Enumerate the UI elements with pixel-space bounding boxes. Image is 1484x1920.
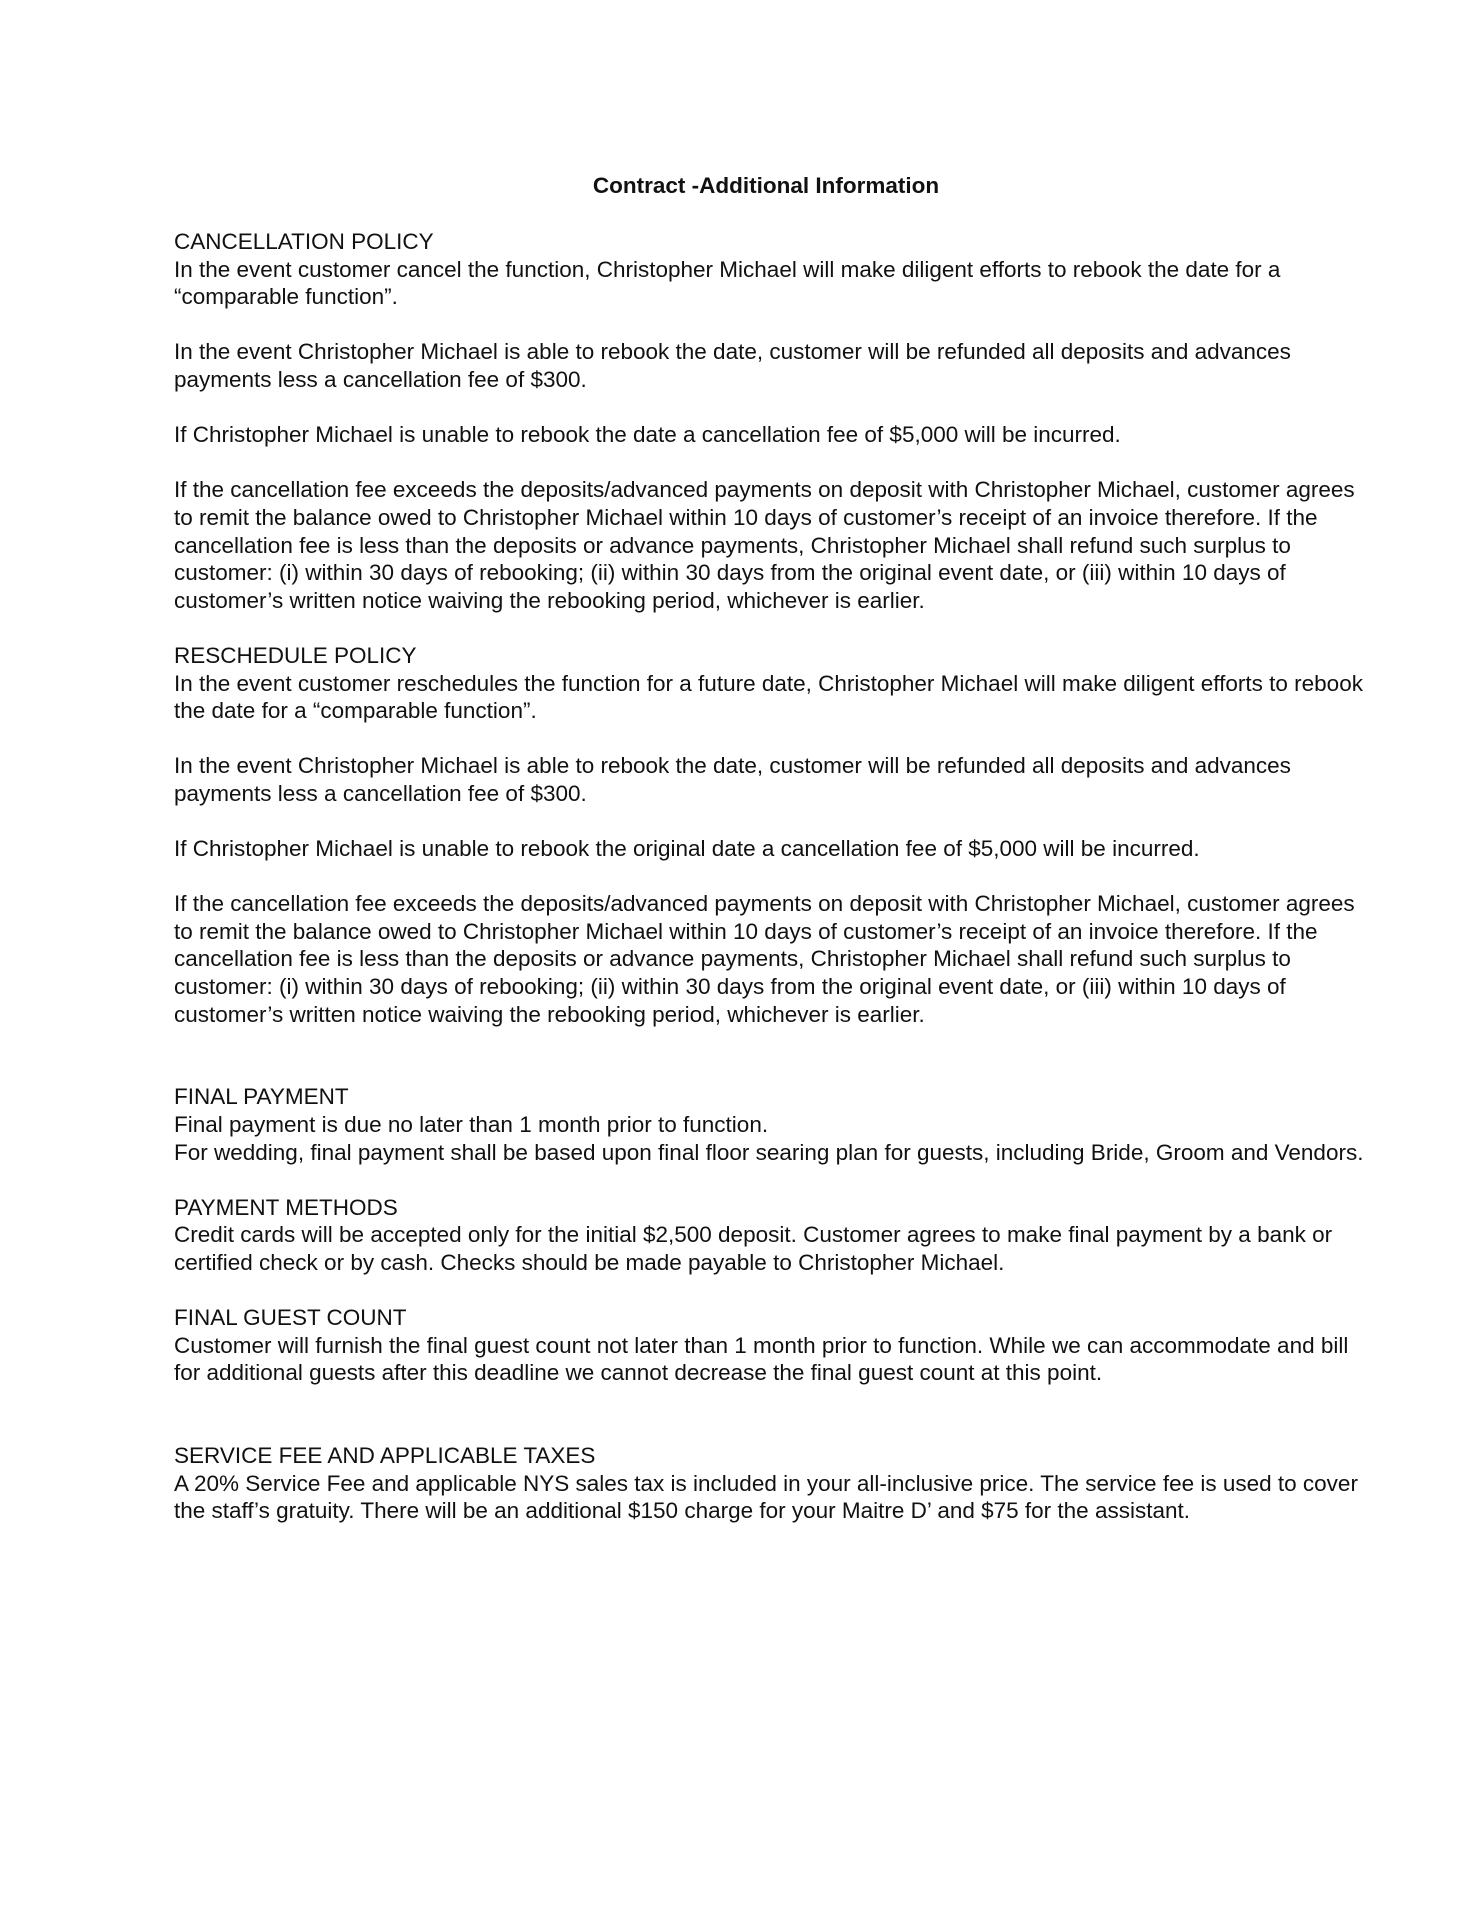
cancellation-paragraph-4: If the cancellation fee exceeds the deposits/advanced payments on deposit with Christopher Michael, customer agrees to remit the balance owed to Christopher Michael within 10 days of customer’s receipt of an invoice therefore. If the cancellation fee is less than the deposits or advance payments, Christopher Michael shall refund such surplus to customer: (i) within 30 days of rebooking; (ii) within 30 days from the original event date, or (iii) within 10 days of customer’s written notice waiving the rebooking period, whichever is earlier. bbox=[174, 477, 1355, 613]
reschedule-paragraph-4: If the cancellation fee exceeds the deposits/advanced payments on deposit with Christopher Michael, customer agrees to remit the balance owed to Christopher Michael within 10 days of customer’s receipt of an invoice therefore. If the cancellation fee is less than the deposits or advance payments, Christopher Michael shall refund such surplus to customer: (i) within 30 days of rebooking; (ii) within 30 days from the original event date, or (iii) within 10 days of customer’s written notice waiving the rebooking period, whichever is earlier. bbox=[174, 891, 1355, 1027]
final-payment-line-2: For wedding, final payment shall be based upon final floor searing plan for guests, including Bride, Groom and Vendors. bbox=[174, 1139, 1364, 1165]
document-body bbox=[174, 228, 1366, 1525]
service-fee-heading: SERVICE FEE AND APPLICABLE TAXES bbox=[174, 1443, 596, 1469]
final-payment-heading: FINAL PAYMENT bbox=[174, 1084, 349, 1110]
cancellation-paragraph-1: In the event customer cancel the function, Christopher Michael will make diligent efforts to rebook the date for a “comparable function”. bbox=[174, 256, 1281, 310]
service-fee-section bbox=[174, 1442, 1366, 1525]
reschedule-paragraph-3: If Christopher Michael is unable to rebook the original date a cancellation fee of $5,000 will be incurred. bbox=[174, 836, 1200, 862]
document-title: Contract -Additional Information bbox=[592, 173, 940, 198]
reschedule-paragraph-1: In the event customer reschedules the function for a future date, Christopher Michael will make diligent efforts to rebook the date for a “comparable function”. bbox=[174, 670, 1363, 724]
cancellation-paragraph-3: If Christopher Michael is unable to rebook the date a cancellation fee of $5,000 will be incurred. bbox=[174, 422, 1121, 448]
cancellation-policy-heading: CANCELLATION POLICY bbox=[174, 229, 434, 254]
payment-methods-section bbox=[174, 1194, 1366, 1277]
final-guest-count-heading: FINAL GUEST COUNT bbox=[174, 1305, 407, 1331]
cancellation-policy-section bbox=[174, 228, 1366, 614]
final-guest-count-section bbox=[174, 1304, 1366, 1387]
payment-methods-paragraph: Credit cards will be accepted only for the initial $2,500 deposit. Customer agrees to make final payment by a bank or certified check or by cash. Checks should be made payable to Christopher Michael. bbox=[174, 1222, 1333, 1275]
reschedule-policy-heading: RESCHEDULE POLICY bbox=[174, 642, 417, 668]
reschedule-policy-section bbox=[174, 642, 1366, 1028]
payment-methods-heading: PAYMENT METHODS bbox=[174, 1194, 398, 1220]
final-payment-line-1: Final payment is due no later than 1 month prior to function. bbox=[174, 1112, 769, 1137]
service-fee-paragraph: A 20% Service Fee and applicable NYS sales tax is included in your all-inclusive price. The service fee is used to cover the staff’s gratuity. There will be an additional $150 charge for your Maitre D’ and $75 for the assistant. bbox=[174, 1470, 1358, 1524]
final-guest-count-paragraph: Customer will furnish the final guest count not later than 1 month prior to function. While we can accommodate and bill for additional guests after this deadline we cannot decrease the final guest count at this point. bbox=[174, 1332, 1349, 1386]
cancellation-paragraph-2: In the event Christopher Michael is able to rebook the date, customer will be refunded all deposits and advances payments less a cancellation fee of $300. bbox=[174, 339, 1291, 392]
final-payment-section bbox=[174, 1083, 1366, 1166]
reschedule-paragraph-2: In the event Christopher Michael is able to rebook the date, customer will be refunded all deposits and advances payments less a cancellation fee of $300. bbox=[174, 753, 1291, 806]
